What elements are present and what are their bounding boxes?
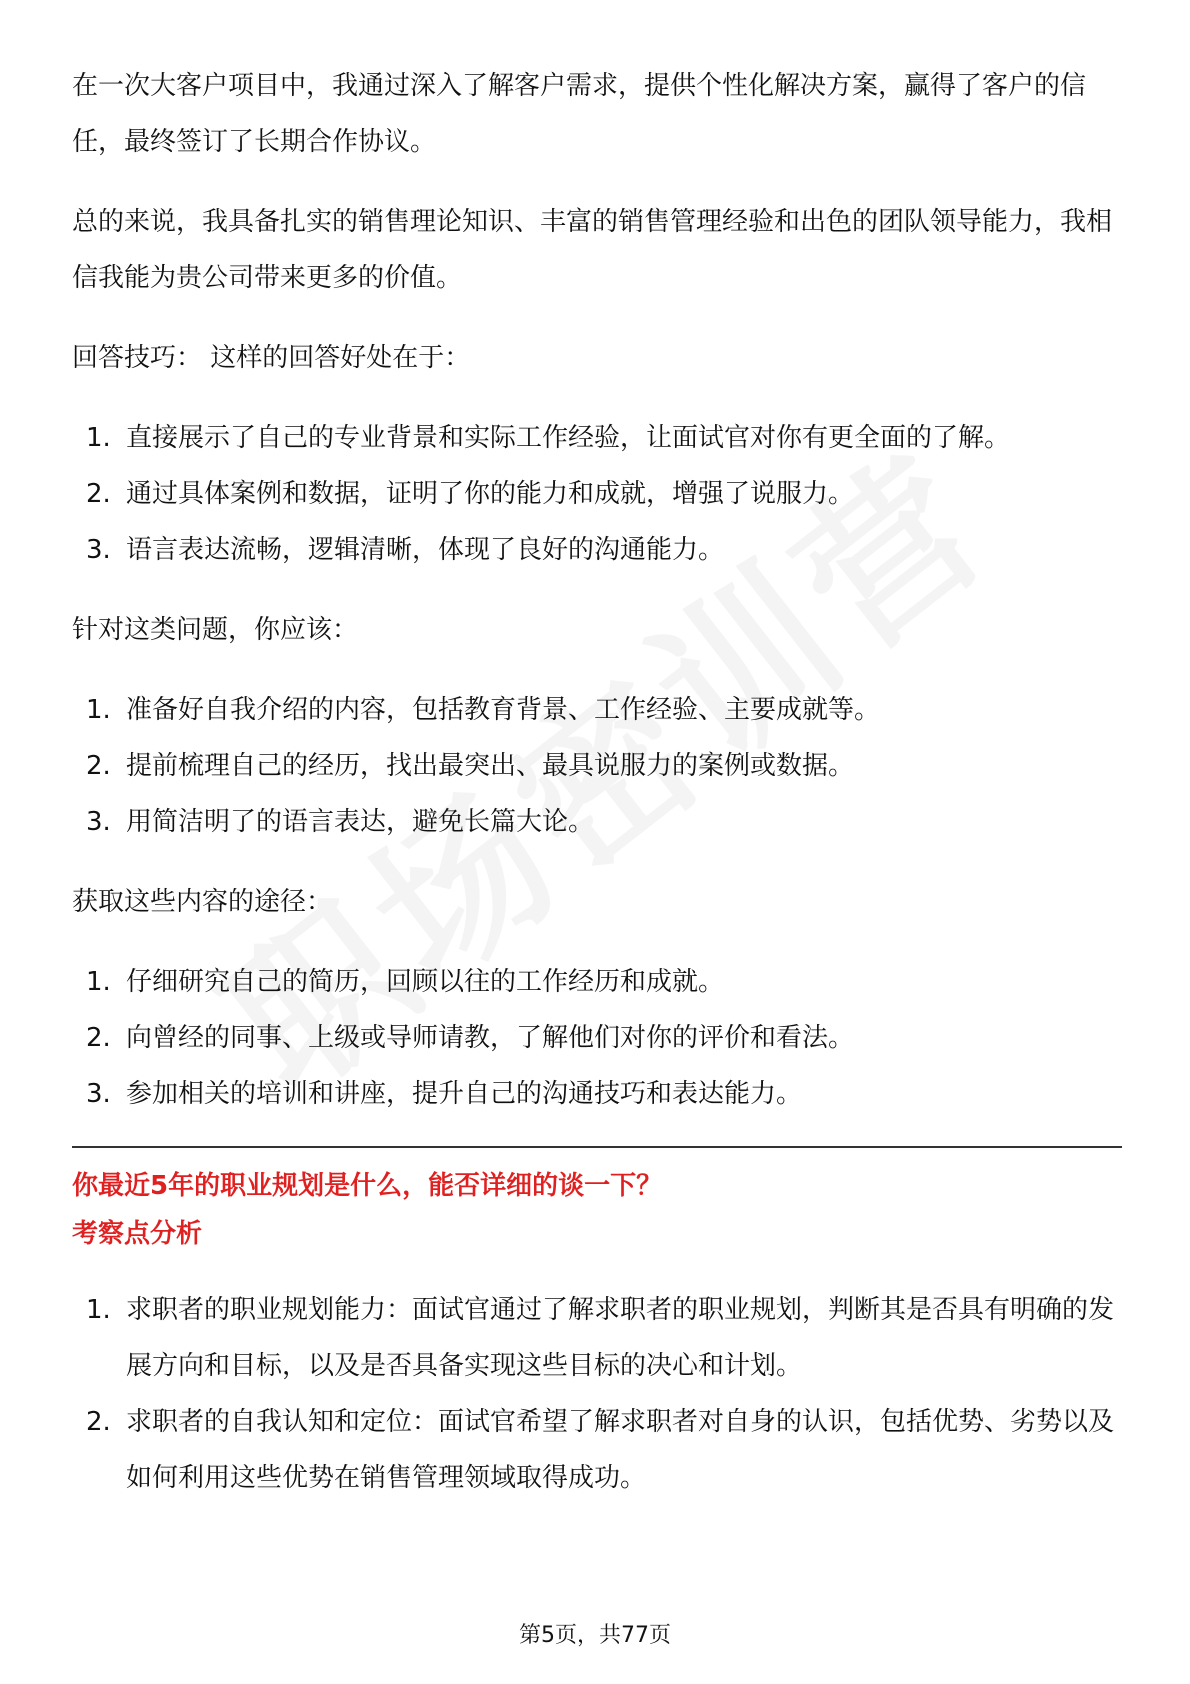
list-item: 2. 通过具体案例和数据，证明了你的能力和成就，增强了说服力。 bbox=[86, 479, 855, 509]
sources-list bbox=[72, 954, 1122, 1122]
list-item: 1. 准备好自我介绍的内容，包括教育背景、工作经验、主要成就等。 bbox=[86, 695, 881, 725]
page-number: 第5页，共77页 bbox=[519, 1623, 671, 1648]
page-content bbox=[72, 58, 1122, 1530]
should-do-intro: 针对这类问题，你应该： bbox=[72, 615, 359, 645]
answer-tips-intro: 回答技巧： 这样的回答好处在于： bbox=[72, 343, 471, 373]
list-item: 2. 提前梳理自己的经历，找出最突出、最具说服力的案例或数据。 bbox=[86, 751, 855, 781]
paragraph-project-case: 在一次大客户项目中，我通过深入了解客户需求，提供个性化解决方案，赢得了客户的信任，最终签订了长期合作协议。 bbox=[72, 71, 1087, 157]
paragraph-summary: 总的来说，我具备扎实的销售理论知识、丰富的销售管理经验和出色的团队领导能力，我相信我能为贵公司带来更多的价值。 bbox=[72, 207, 1113, 293]
list-item: 3. 语言表达流畅，逻辑清晰，体现了良好的沟通能力。 bbox=[86, 535, 725, 565]
list-item: 3. 用简洁明了的语言表达，避免长篇大论。 bbox=[86, 807, 595, 837]
list-item: 1. 直接展示了自己的专业背景和实际工作经验，让面试官对你有更全面的了解。 bbox=[86, 423, 1011, 453]
answer-tips-list bbox=[72, 410, 1122, 578]
list-item: 2. 求职者的自我认知和定位：面试官希望了解求职者对自身的认识，包括优势、劣势以及如何利用这些优势在销售管理领域取得成功。 bbox=[86, 1407, 1115, 1493]
question-title: 你最近5年的职业规划是什么，能否详细的谈一下？ bbox=[72, 1171, 663, 1201]
analysis-list bbox=[72, 1282, 1122, 1506]
list-item: 1. 求职者的职业规划能力：面试官通过了解求职者的职业规划，判断其是否具有明确的发展方向和目标，以及是否具备实现这些目标的决心和计划。 bbox=[86, 1295, 1115, 1381]
list-item: 3. 参加相关的培训和讲座，提升自己的沟通技巧和表达能力。 bbox=[86, 1079, 803, 1109]
should-do-list bbox=[72, 682, 1122, 850]
section-divider bbox=[72, 1146, 1122, 1148]
sources-intro: 获取这些内容的途径： bbox=[72, 887, 333, 917]
analysis-heading: 考察点分析 bbox=[72, 1219, 203, 1249]
list-item: 2. 向曾经的同事、上级或导师请教，了解他们对你的评价和看法。 bbox=[86, 1023, 855, 1053]
list-item: 1. 仔细研究自己的简历，回顾以往的工作经历和成就。 bbox=[86, 967, 725, 997]
